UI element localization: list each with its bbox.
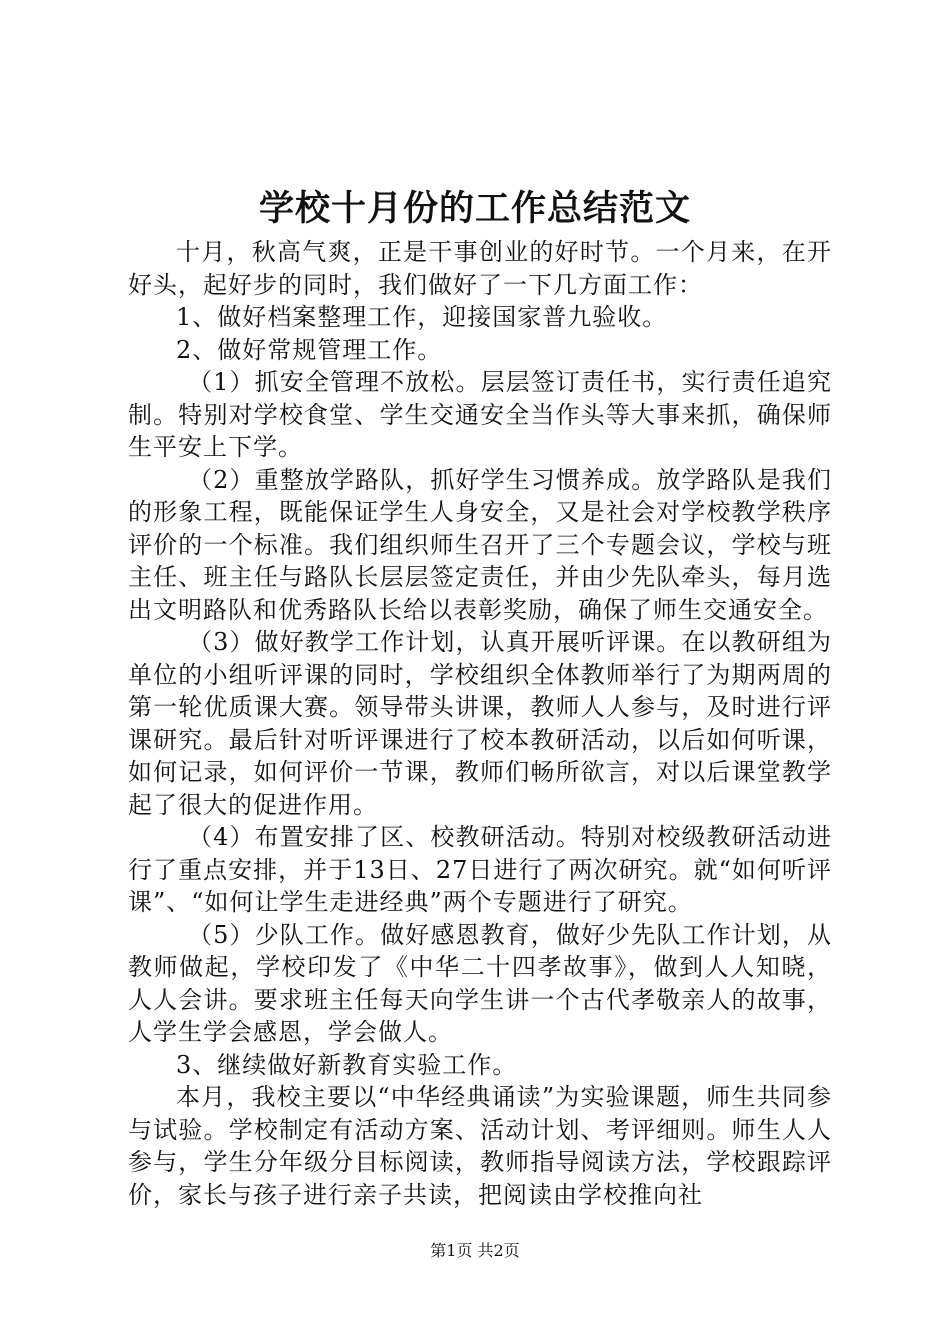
paragraph-subitem-2: （2）重整放学路队，抓好学生习惯养成。放学路队是我们的形象工程，既能保证学生人身安全，又是社会对学校教学秩序评价的一个标准。我们组织师生召开了三个专题会议，学校与班主任、班主任与路队长层层签定责任，并由少先队牵头，每月选出文明路队和优秀路队长给以表彰奖励，确保了师生交通安全。 [128,465,832,624]
page-footer: 第1页 共2页 [430,1241,520,1260]
paragraph-subitem-5: （5）少队工作。做好感恩教育，做好少先队工作计划，从教师做起，学校印发了《中华二十四孝故事》，做到人人知晓，人人会讲。要求班主任每天向学生讲一个古代孝敬亲人的故事，人学生学会感恩，学会做人。 [128,920,832,1046]
paragraph-experiment: 本月，我校主要以“中华经典诵读”为实验课题，师生共同参与试验。学校制定有活动方案、活动计划、考评细则。师生人人参与，学生分年级分目标阅读，教师指导阅读方法，学校跟踪评价，家长与孩子进行亲子共读，把阅读由学校推向社 [128,1083,832,1209]
document-title: 学校十月份的工作总结范文 [258,188,691,229]
paragraph-item-1: 1、做好档案整理工作，迎接国家普九验收。 [176,303,668,331]
paragraph-item-2: 2、做好常规管理工作。 [176,335,443,364]
paragraph-subitem-4: （4）布置安排了区、校教研活动。特别对校级教研活动进行了重点安排，并于13日、27日进行了两次研究。就“如何听评课”、“如何让学生走进经典”两个专题进行了研究。 [128,823,832,916]
paragraph-item-3: 3、继续做好新教育实验工作。 [176,1050,518,1079]
paragraph-intro: 十月，秋高气爽，正是干事创业的好时节。一个月来，在开好头，起好步的同时，我们做好了一下几方面工作： [128,238,832,299]
paragraph-subitem-3: （3）做好教学工作计划，认真开展听评课。在以教研组为单位的小组听评课的同时，学校组织全体教师举行了为期两周的第一轮优质课大赛。领导带头讲课，教师人人参与，及时进行评课研究。最后针对听评课进行了校本教研活动，以后如何听课，如何记录，如何评价一节课，教师们畅所欲言，对以后课堂教学起了很大的促进作用。 [128,628,832,819]
document-body [128,236,832,1211]
paragraph-subitem-1: （1）抓安全管理不放松。层层签订责任书，实行责任追究制。特别对学校食堂、学生交通安全当作头等大事来抓，确保师生平安上下学。 [128,368,832,461]
